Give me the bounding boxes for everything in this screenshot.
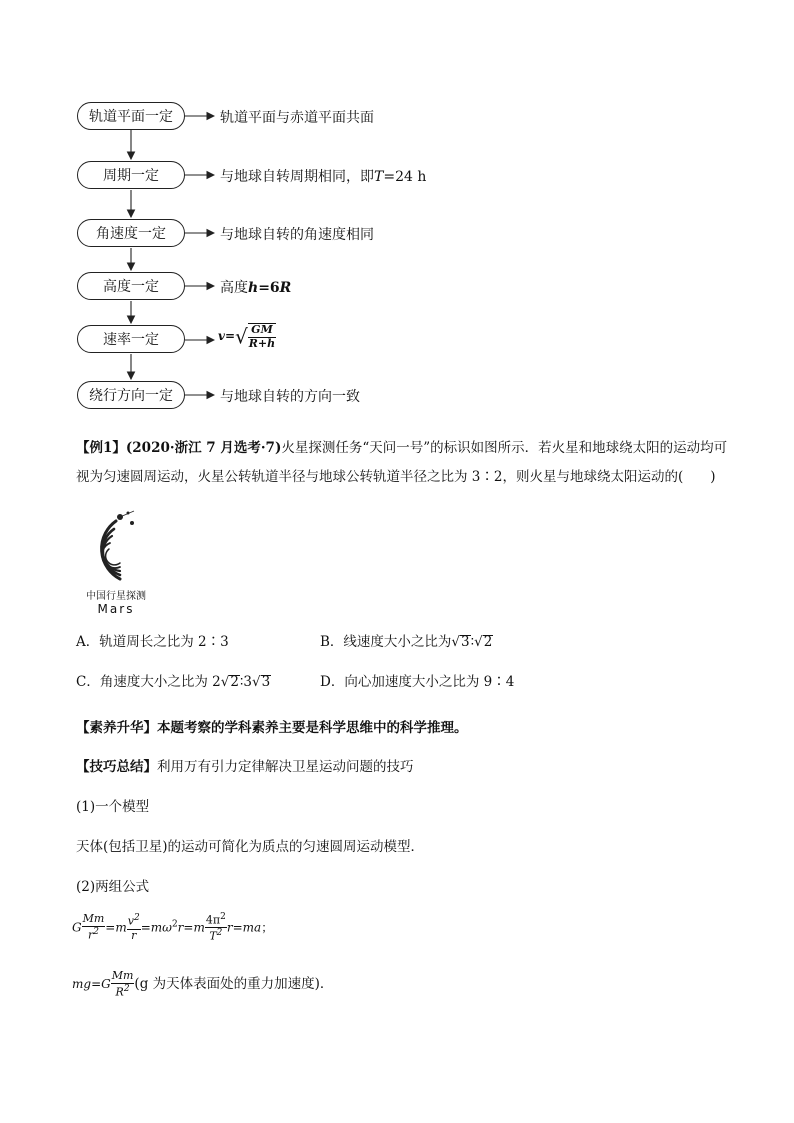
flow-node-angular-velocity: 角速度一定	[77, 219, 185, 247]
logo-text-cn: 中国行星探测	[86, 591, 146, 602]
item2-heading: (2)两组公式	[76, 879, 150, 895]
flow-desc-speed: v=√ $\frac{GM}{R+h}$	[218, 323, 276, 350]
suyang-line	[76, 716, 468, 736]
option-d[interactable]: D．向心加速度大小之比为 9∶4	[320, 674, 515, 690]
suyang-text: 本题考察的学科素养主要是科学思维中的科学推理。	[157, 720, 468, 736]
flow-desc-angular-velocity: 与地球自转的角速度相同	[220, 227, 374, 243]
flow-node-period: 周期一定	[77, 161, 185, 189]
jiqiao-text: 利用万有引力定律解决卫星运动问题的技巧	[157, 759, 414, 775]
flow-desc-period	[220, 166, 426, 186]
speed-formula-num: GM	[248, 324, 276, 338]
option-c-radicand-1: 2	[230, 674, 239, 690]
flow-node-direction: 绕行方向一定	[77, 381, 185, 409]
option-c[interactable]: C．角速度大小之比为 2√2∶3√3	[76, 674, 271, 690]
speed-formula-lhs: v=	[218, 329, 236, 344]
flow-desc-direction: 与地球自转的方向一致	[220, 389, 360, 405]
option-c-mid: ∶3	[239, 674, 253, 690]
option-b-prefix: B．线速度大小之比为	[320, 634, 452, 650]
formula1: G $\frac{Mm}{r^2}$ =m $\frac{v^2}{r}$ $=m\omega^2r=m$ $\frac{4\pi^2}{T^2}$ r=ma；	[72, 912, 274, 943]
flow-desc-orbit-plane: 轨道平面与赤道平面共面	[220, 110, 374, 126]
flow-desc-height	[220, 277, 291, 297]
height-desc-prefix: 高度	[220, 280, 248, 296]
logo-text-en: Mars	[97, 602, 135, 616]
example-line1	[76, 436, 727, 456]
item1-text: 天体(包括卫星)的运动可简化为质点的匀速圆周运动模型．	[76, 839, 425, 855]
example-text-1: 火星探测任务“天问一号”的标识如图所示．若火星和地球绕太阳的运动均可	[281, 440, 728, 456]
speed-formula-fraction	[248, 323, 276, 350]
mars-logo-arcs-icon	[76, 505, 156, 583]
period-var: T	[374, 169, 384, 185]
option-c-radicand-2: 3	[261, 674, 271, 690]
formula2: mg=G $\frac{Mm}{R^2}$ (g 为天体表面处的重力加速度)．	[72, 969, 334, 999]
option-c-prefix: C．角速度大小之比为 2	[76, 674, 221, 690]
period-desc-prefix: 与地球自转周期相同，即	[220, 169, 374, 185]
jiqiao-tag: 【技巧总结】	[76, 759, 157, 775]
example-tag: 【例1】	[76, 440, 126, 456]
jiqiao-line	[76, 755, 414, 775]
flow-node-speed: 速率一定	[77, 325, 185, 353]
period-desc-suffix: =24 h	[383, 169, 427, 185]
option-b-radicand-2: 2	[483, 634, 493, 650]
height-var2: R	[279, 280, 292, 296]
example-line2: 视为匀速圆周运动，火星公转轨道半径与地球公转轨道半径之比为 3∶2，则火星与地球绕太阳运动的( )	[76, 469, 716, 485]
flowchart-connectors	[0, 0, 794, 420]
height-desc-suffix: =6	[258, 280, 280, 296]
item1-heading: (1)一个模型	[76, 799, 150, 815]
speed-formula-den: R+h	[248, 336, 276, 350]
flow-node-height: 高度一定	[77, 272, 185, 300]
suyang-tag: 【素养升华】	[76, 720, 157, 736]
mars-logo	[76, 505, 156, 616]
option-b-radicand-1: 3	[461, 634, 470, 650]
example-source: (2020·浙江 7 月选考·7)	[125, 440, 282, 456]
height-var: h	[248, 280, 259, 296]
option-b[interactable]: B．线速度大小之比为√3∶√2	[320, 634, 493, 650]
flow-node-orbit-plane: 轨道平面一定	[77, 102, 185, 130]
option-b-sep: ∶	[470, 634, 475, 650]
formula2-tail: (g 为天体表面处的重力加速度)．	[134, 975, 334, 992]
option-a[interactable]: A．轨道周长之比为 2∶3	[76, 634, 229, 650]
